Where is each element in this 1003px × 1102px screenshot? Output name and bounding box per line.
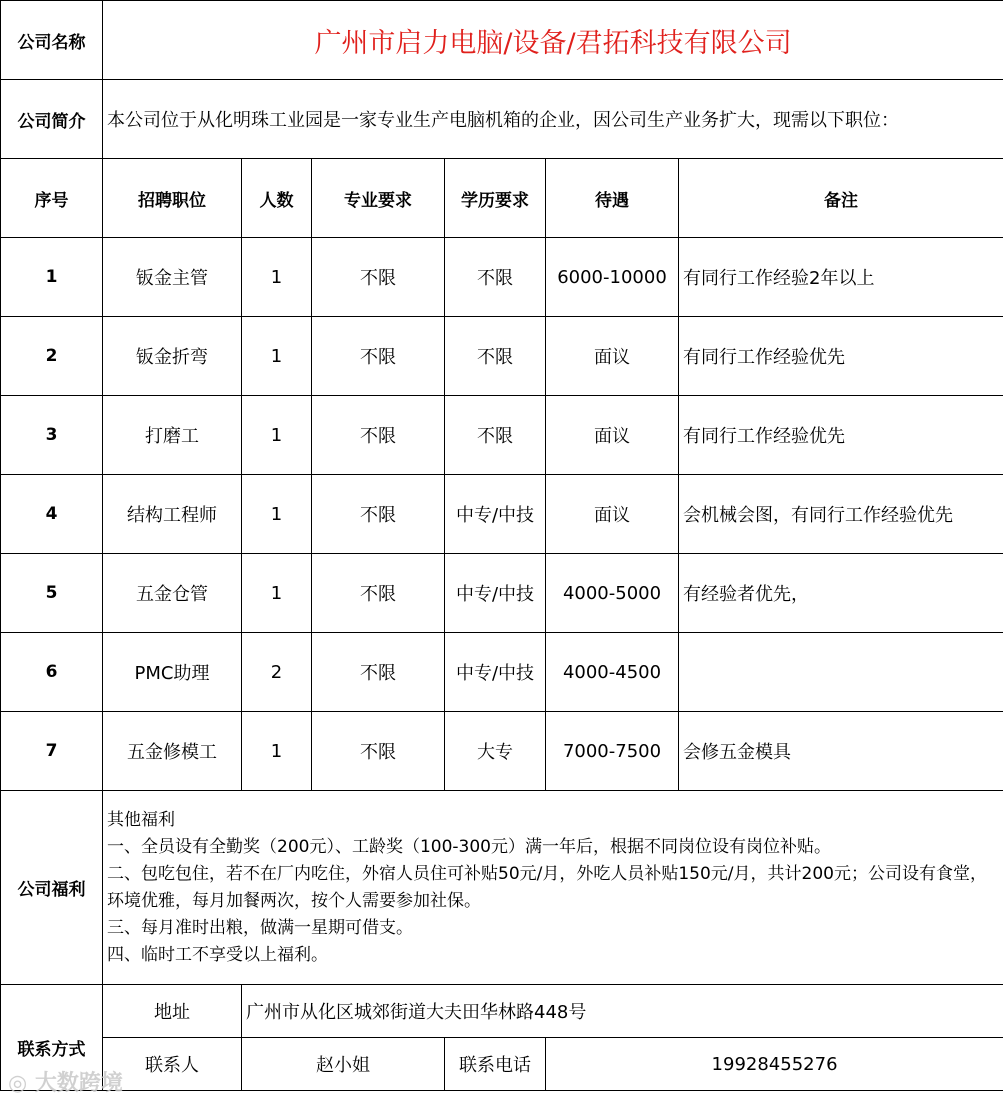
phone-value: 19928455276 <box>546 1038 1003 1091</box>
person-label: 联系人 <box>103 1038 242 1091</box>
benefit-line: 四、临时工不享受以上福利。 <box>107 944 328 965</box>
job-cell: 有同行工作经验优先 <box>679 317 1003 396</box>
job-cell: 2 <box>242 633 312 712</box>
phone-label: 联系电话 <box>445 1038 546 1091</box>
job-cell: 钣金折弯 <box>103 317 242 396</box>
job-cell <box>679 633 1003 712</box>
job-cell: 不限 <box>445 317 546 396</box>
column-header: 招聘职位 <box>103 159 242 238</box>
job-row <box>1 317 1003 396</box>
address-value: 广州市从化区城郊街道大夫田华林路448号 <box>242 985 1003 1038</box>
job-row <box>1 554 1003 633</box>
job-cell: 有同行工作经验优先 <box>679 396 1003 475</box>
benefits-row <box>1 791 1003 985</box>
benefit-line: 二、包吃包住，若不在厂内吃住，外宿人员住可补贴50元/月，外吃人员补贴150元/月，共计200元；公司设有食堂，环境优雅，每月加餐两次，按个人需要参加社保。 <box>107 863 987 911</box>
job-cell: 不限 <box>312 633 445 712</box>
job-cell: 不限 <box>312 554 445 633</box>
job-cell: 1 <box>1 238 103 317</box>
job-cell: 不限 <box>445 238 546 317</box>
job-cell: 1 <box>242 238 312 317</box>
job-cell: 中专/中技 <box>445 554 546 633</box>
job-cell: 不限 <box>312 317 445 396</box>
column-header: 人数 <box>242 159 312 238</box>
job-cell: 大专 <box>445 712 546 791</box>
job-cell: 5 <box>1 554 103 633</box>
job-cell: 6 <box>1 633 103 712</box>
job-cell: 有同行工作经验2年以上 <box>679 238 1003 317</box>
job-cell: 1 <box>242 396 312 475</box>
person-value: 赵小姐 <box>242 1038 445 1091</box>
company-name: 广州市启力电脑/设备/君拓科技有限公司 <box>103 1 1003 80</box>
job-cell: 不限 <box>312 238 445 317</box>
job-cell: 中专/中技 <box>445 475 546 554</box>
job-cell: 会机械会图，有同行工作经验优先 <box>679 475 1003 554</box>
intro-text: 本公司位于从化明珠工业园是一家专业生产电脑机箱的企业，因公司生产业务扩大，现需以下职位： <box>103 80 1003 159</box>
job-cell: 1 <box>242 712 312 791</box>
job-cell: 五金修模工 <box>103 712 242 791</box>
job-row <box>1 633 1003 712</box>
job-row <box>1 712 1003 791</box>
job-cell: 3 <box>1 396 103 475</box>
company-row <box>1 1 1003 80</box>
job-cell: 不限 <box>312 712 445 791</box>
job-cell: 4 <box>1 475 103 554</box>
job-cell: 面议 <box>546 396 679 475</box>
address-label: 地址 <box>103 985 242 1038</box>
job-cell: 4000-4500 <box>546 633 679 712</box>
column-header: 专业要求 <box>312 159 445 238</box>
benefit-line: 一、全员设有全勤奖（200元）、工龄奖（100-300元）满一年后，根据不同岗位设有岗位补贴。 <box>107 836 831 857</box>
job-row <box>1 475 1003 554</box>
job-cell: 中专/中技 <box>445 633 546 712</box>
contact-label: 联系方式 <box>1 985 103 1091</box>
benefit-line: 其他福利 <box>107 809 175 830</box>
job-row <box>1 396 1003 475</box>
column-header: 待遇 <box>546 159 679 238</box>
column-header: 序号 <box>1 159 103 238</box>
job-cell: 1 <box>242 475 312 554</box>
job-row <box>1 238 1003 317</box>
benefit-line: 三、每月准时出粮，做满一星期可借支。 <box>107 917 413 938</box>
job-cell: 不限 <box>312 475 445 554</box>
job-cell: 面议 <box>546 317 679 396</box>
column-header: 学历要求 <box>445 159 546 238</box>
job-cell: 打磨工 <box>103 396 242 475</box>
intro-label: 公司简介 <box>1 80 103 159</box>
job-cell: 会修五金模具 <box>679 712 1003 791</box>
job-cell: 7 <box>1 712 103 791</box>
job-cell: 7000-7500 <box>546 712 679 791</box>
job-cell: PMC助理 <box>103 633 242 712</box>
benefits-text <box>103 791 1003 985</box>
job-cell: 面议 <box>546 475 679 554</box>
job-cell: 有经验者优先， <box>679 554 1003 633</box>
column-header: 备注 <box>679 159 1003 238</box>
job-cell: 1 <box>242 554 312 633</box>
company-label: 公司名称 <box>1 1 103 80</box>
benefits-label: 公司福利 <box>1 791 103 985</box>
job-cell: 6000-10000 <box>546 238 679 317</box>
job-cell: 1 <box>242 317 312 396</box>
intro-row <box>1 80 1003 159</box>
job-cell: 2 <box>1 317 103 396</box>
job-cell: 不限 <box>445 396 546 475</box>
job-cell: 钣金主管 <box>103 238 242 317</box>
watermark-logo: ◎ 大数跨境 <box>8 1071 123 1096</box>
person-row <box>1 1038 1003 1091</box>
job-cell: 4000-5000 <box>546 554 679 633</box>
address-row <box>1 985 1003 1038</box>
job-cell: 不限 <box>312 396 445 475</box>
job-cell: 结构工程师 <box>103 475 242 554</box>
header-row <box>1 159 1003 238</box>
job-cell: 五金仓管 <box>103 554 242 633</box>
